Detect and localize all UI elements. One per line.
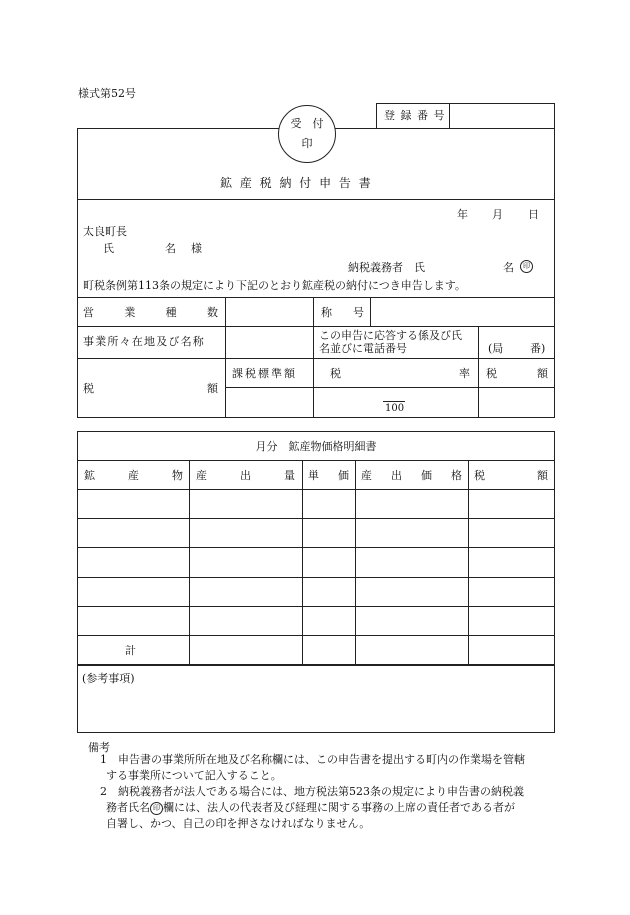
tax-base-label: 課税標準額 — [232, 367, 297, 380]
header-output: 産 出 量 — [196, 469, 295, 482]
date-year: 年 — [457, 208, 468, 221]
note-1-line2: する事業所について記入すること。 — [106, 769, 282, 782]
name-label: 称 号 — [321, 306, 364, 319]
note-2-line2 — [106, 800, 515, 816]
registration-label: 登 録 番 号 — [384, 109, 446, 122]
reference-box[interactable] — [77, 665, 555, 733]
addressee-na: 名 — [165, 242, 176, 255]
note-2-line2b: 欄には、法人の代表者及び経理に関する事務の上席の責任者である者が — [163, 801, 515, 814]
seal-icon: 印 — [520, 260, 533, 273]
taxpayer-na: 名 — [503, 261, 514, 274]
rate-denominator: 100 — [385, 403, 405, 414]
date-day: 日 — [528, 208, 539, 221]
receipt-stamp-line2: 印 — [301, 137, 313, 150]
tax-amount2-label: 税 額 — [486, 367, 548, 380]
business-type-value[interactable] — [226, 303, 312, 323]
seal-icon: 印 — [150, 802, 163, 815]
contact-label-line2: 名並びに電話番号 — [319, 342, 407, 355]
note-1-num: 1 — [100, 753, 107, 766]
office-location-label: 事業所々在地及び名称 — [83, 335, 205, 348]
header-unit-price: 単 価 — [308, 469, 349, 482]
page-title: 鉱 産 税 納 付 申 告 書 — [220, 176, 373, 190]
taxpayer-label: 納税義務者 氏 — [348, 261, 425, 274]
addressee-uji: 氏 — [103, 242, 114, 255]
declaration-text: 町税条例第113条の規定により下記のとおり鉱産税の納付につき申告します。 — [83, 279, 466, 292]
form-number: 様式第52号 — [78, 87, 136, 100]
header-mineral: 鉱 産 物 — [84, 469, 183, 482]
receipt-stamp-line1: 受 付 — [290, 117, 324, 130]
office-location-value[interactable] — [226, 332, 312, 354]
phone-number: 番) — [530, 342, 546, 355]
header-output-value: 産 出 価 格 — [361, 469, 462, 482]
receipt-stamp — [278, 105, 336, 163]
note-1-line1: 申告書の事業所所在地及び名称欄には、この申告書を提出する町内の作業場を管轄 — [118, 753, 525, 766]
contact-label-line1: この申告に応答する係及び氏 — [319, 329, 462, 342]
note-2-line1: 納税義務者が法人である場合には、地方税法第523条の規定により申告書の納税義 — [118, 785, 524, 798]
date-month: 月 — [492, 208, 503, 221]
total-label: 計 — [125, 644, 136, 657]
note-2-line2a: 務者氏名 — [106, 801, 150, 814]
phone-bureau: (局 — [488, 342, 504, 355]
name-value[interactable] — [372, 303, 552, 323]
tax-rate-label: 税 率 — [330, 367, 470, 380]
header-tax-amount: 税 額 — [474, 469, 548, 482]
business-type-label: 営 業 種 数 — [83, 306, 218, 319]
addressee: 太良町長 — [83, 225, 127, 238]
note-2-line3: 自署し、かつ、自己の印を押さなければなりません。 — [106, 817, 371, 830]
tax-amount-value[interactable] — [480, 391, 553, 415]
tax-base-value[interactable] — [226, 391, 312, 415]
tax-amount-label: 税 額 — [83, 382, 218, 395]
detail-table-title: 月分 鉱産物価格明細書 — [255, 440, 377, 453]
note-2-num: 2 — [100, 785, 107, 798]
addressee-sama: 様 — [191, 242, 202, 255]
reference-label: (参考事項) — [82, 672, 135, 685]
notes-heading: 備考 — [88, 741, 110, 754]
detail-table — [77, 431, 555, 665]
